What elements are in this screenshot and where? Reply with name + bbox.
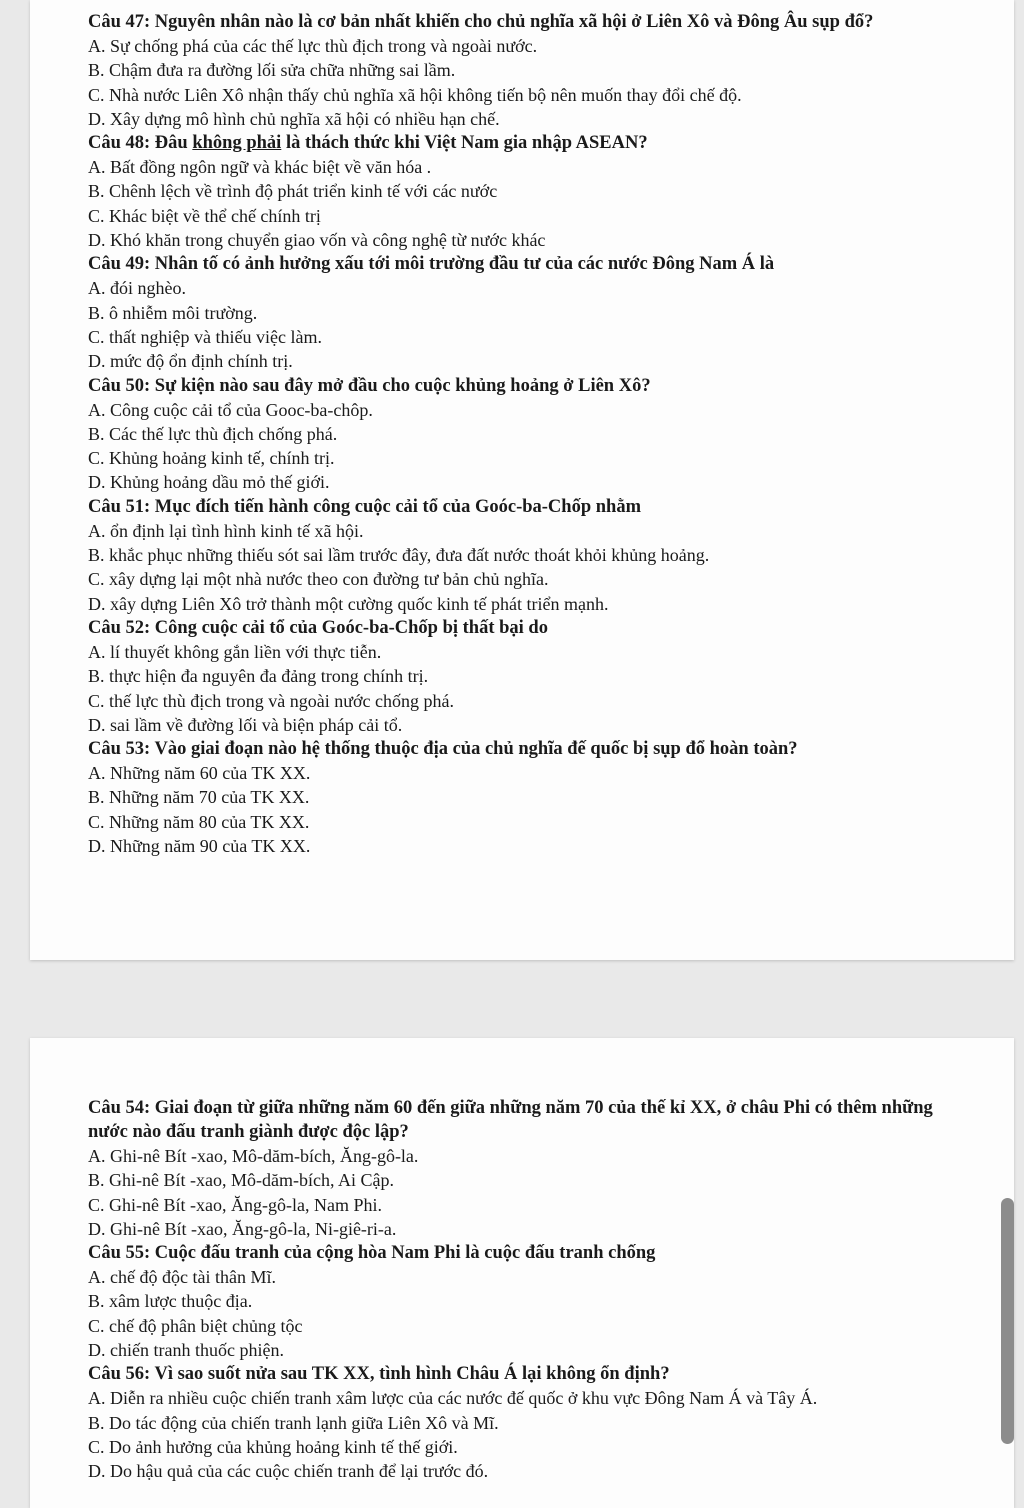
option-c: C. thế lực thù địch trong và ngoài nước chống phá.	[88, 690, 454, 711]
option-d: D. Những năm 90 của TK XX.	[88, 836, 311, 857]
option-d: D. Khó khăn trong chuyển giao vốn và công nghệ từ nước khác	[88, 230, 546, 251]
question-title: Câu 55: Cuộc đấu tranh của cộng hòa Nam Phi là cuộc đấu tranh chống	[88, 1243, 656, 1264]
question-53	[88, 737, 974, 858]
option-c: C. Nhà nước Liên Xô nhận thấy chủ nghĩa xã hội không tiến bộ nên muốn thay đổi chế độ.	[88, 84, 742, 105]
option-c: C. chế độ phân biệt chủng tộc	[88, 1315, 303, 1336]
option-c: C. Khác biệt về thể chế chính trị	[88, 205, 321, 226]
question-title-after: là thách thức khi Việt Nam gia nhập ASEAN?	[281, 133, 648, 154]
option-d: D. sai lầm về đường lối và biện pháp cải tổ.	[88, 714, 403, 735]
option-c: C. xây dựng lại một nhà nước theo con đường tư bản chủ nghĩa.	[88, 569, 549, 590]
question-55	[88, 1241, 974, 1362]
option-d: D. xây dựng Liên Xô trở thành một cường quốc kinh tế phát triển mạnh.	[88, 593, 609, 614]
option-d: D. Ghi-nê Bít -xao, Ăng-gô-la, Ni-giê-ri-a.	[88, 1218, 397, 1239]
option-c: C. Khủng hoảng kinh tế, chính trị.	[88, 448, 335, 469]
option-b: B. thực hiện đa nguyên đa đảng trong chính trị.	[88, 666, 429, 687]
option-c: C. thất nghiệp và thiếu việc làm.	[88, 326, 322, 347]
question-49	[88, 252, 974, 373]
option-c: C. Do ảnh hưởng của khủng hoảng kinh tế thế giới.	[88, 1436, 458, 1457]
question-title: Câu 56: Vì sao suốt nửa sau TK XX, tình hình Châu Á lại không ổn định?	[88, 1364, 670, 1385]
option-a: A. Diễn ra nhiều cuộc chiến tranh xâm lược của các nước đế quốc ở khu vực Đông Nam Á và Tây Á.	[88, 1388, 818, 1409]
document-page-2	[30, 1038, 1014, 1508]
question-52	[88, 616, 974, 737]
question-51	[88, 495, 974, 616]
option-a: A. lí thuyết không gắn liền với thực tiễn.	[88, 641, 382, 662]
option-b: B. Chậm đưa ra đường lối sửa chữa những sai lầm.	[88, 60, 456, 81]
question-48	[88, 131, 974, 252]
question-title-before: Câu 48: Đâu	[88, 133, 193, 154]
option-b: B. khắc phục những thiếu sót sai lầm trước đây, đưa đất nước thoát khỏi khủng hoảng.	[88, 545, 710, 566]
option-d: D. Khủng hoảng dầu mỏ thế giới.	[88, 472, 330, 493]
option-b: B. Chênh lệch về trình độ phát triển kinh tế với các nước	[88, 181, 498, 202]
option-d: D. mức độ ổn định chính trị.	[88, 351, 293, 372]
option-a: A. Bất đồng ngôn ngữ và khác biệt về văn hóa .	[88, 157, 432, 178]
question-title: Câu 54: Giai đoạn từ giữa những năm 60 đến giữa những năm 70 của thế kỉ XX, ở châu Phi có thêm những nước nào đấu tranh giành được độc lập?	[88, 1098, 933, 1142]
option-d: D. Do hậu quả của các cuộc chiến tranh để lại trước đó.	[88, 1461, 489, 1482]
option-b: B. Những năm 70 của TK XX.	[88, 787, 310, 808]
option-a: A. Ghi-nê Bít -xao, Mô-dăm-bích, Ăng-gô-la.	[88, 1146, 419, 1166]
question-title: Câu 51: Mục đích tiến hành công cuộc cải tổ của Goóc-ba-Chốp nhằm	[88, 496, 641, 517]
option-d: D. Xây dựng mô hình chủ nghĩa xã hội có nhiều hạn chế.	[88, 108, 500, 129]
option-b: B. ô nhiễm môi trường.	[88, 302, 258, 323]
question-title	[88, 131, 974, 155]
option-c: C. Ghi-nê Bít -xao, Ăng-gô-la, Nam Phi.	[88, 1194, 382, 1215]
option-b: B. Ghi-nê Bít -xao, Mô-dăm-bích, Ai Cập.	[88, 1170, 394, 1191]
option-c: C. Những năm 80 của TK XX.	[88, 811, 310, 832]
document-page-1	[30, 0, 1014, 960]
question-title-underlined: không phải	[192, 133, 282, 154]
option-b: B. Do tác động của chiến tranh lạnh giữa Liên Xô và Mĩ.	[88, 1412, 499, 1433]
question-50	[88, 374, 974, 495]
option-d: D. chiến tranh thuốc phiện.	[88, 1340, 284, 1361]
option-a: A. Công cuộc cải tổ của Gooc-ba-chôp.	[88, 399, 373, 420]
option-b: B. xâm lược thuộc địa.	[88, 1291, 253, 1312]
option-a: A. ổn định lại tình hình kinh tế xã hội.	[88, 520, 364, 541]
question-title: Câu 52: Công cuộc cải tổ của Goóc-ba-Chốp bị thất bại do	[88, 617, 548, 638]
question-title: Câu 49: Nhân tố có ảnh hưởng xấu tới môi trường đầu tư của các nước Đông Nam Á là	[88, 254, 775, 275]
question-title: Câu 47: Nguyên nhân nào là cơ bản nhất khiến cho chủ nghĩa xã hội ở Liên Xô và Đông Âu sụp đổ?	[88, 12, 874, 32]
question-56	[88, 1362, 974, 1483]
option-a: A. chế độ độc tài thân Mĩ.	[88, 1267, 276, 1288]
vertical-scrollbar-thumb[interactable]	[1001, 1198, 1014, 1444]
option-a: A. Sự chống phá của các thế lực thù địch trong và ngoài nước.	[88, 36, 538, 56]
question-title: Câu 53: Vào giai đoạn nào hệ thống thuộc địa của chủ nghĩa đế quốc bị sụp đổ hoàn toàn?	[88, 739, 798, 760]
question-title: Câu 50: Sự kiện nào sau đây mở đầu cho cuộc khủng hoảng ở Liên Xô?	[88, 375, 651, 396]
option-a: A. Những năm 60 của TK XX.	[88, 763, 311, 784]
question-47	[88, 10, 974, 131]
option-a: A. đói nghèo.	[88, 278, 186, 299]
option-b: B. Các thế lực thù địch chống phá.	[88, 423, 338, 444]
question-54	[88, 1096, 974, 1241]
